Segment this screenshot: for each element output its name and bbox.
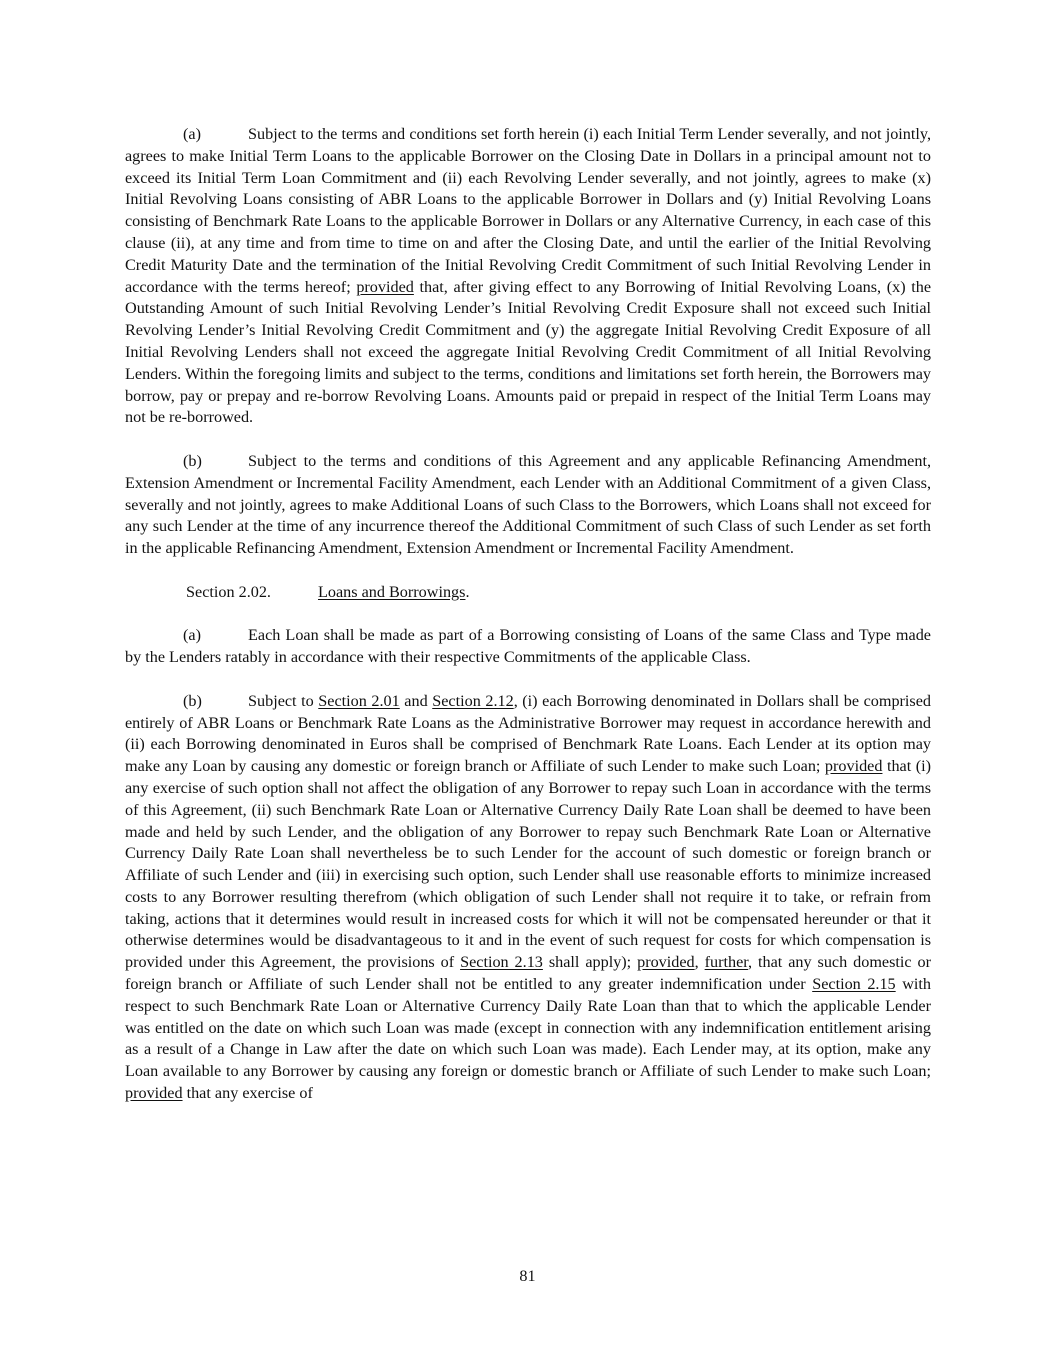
section-reference: Section 2.15 <box>812 975 896 994</box>
paragraph-label: (a) <box>183 626 201 645</box>
paragraph-text: that any exercise of <box>182 1084 313 1103</box>
paragraph-text: shall apply); <box>542 953 638 972</box>
paragraph-text: , <box>694 953 705 972</box>
provided-term: provided <box>637 953 695 972</box>
paragraph-label: (a) <box>183 125 201 143</box>
provided-term: provided <box>125 1084 183 1103</box>
paragraph-2-02-a <box>125 625 931 669</box>
section-number: Section 2.02. <box>186 582 271 601</box>
section-title-period: . <box>465 582 470 601</box>
document-page <box>125 124 931 1105</box>
paragraph-text: Subject to the terms and conditions set forth herein (i) each Initial Term Lender severally, and not jointly, agrees to make Initial Term Loans to the applicable Borrower on the Closing Date in Dollars in a principal amount not to exceed its Initial Term Loan Commitment and (ii) each Revolving Lender severally, and not jointly, agrees to make (x) Initial Revolving Loans consisting of ABR Loans to the applicable Borrower in Dollars and (y) Initial Revolving Loans consisting of Benchmark Rate Loans to the applicable Borrower in Dollars or any Alternative Currency, in each case of this clause (ii), at any time and from time to time on and after the Closing Date, and until the earlier of the Initial Revolving Credit Maturity Date and the termination of the Initial Revolving Credit Commitment of such Initial Revolving Lender in accordance with the terms hereof; <box>125 125 931 296</box>
paragraph-text: and <box>399 691 433 710</box>
paragraph-2-01-b <box>125 451 931 560</box>
paragraph-text: Subject to <box>248 691 319 710</box>
provided-term: provided <box>356 277 414 296</box>
section-reference: Section 2.01 <box>318 691 400 710</box>
page-number: 81 <box>519 1267 536 1285</box>
paragraph-text: that (i) any exercise of such option shall not affect the obligation of any Borrower to repay such Loan in accordance with the terms of this Agreement, (ii) such Benchmark Rate Loan or Alternative Currency Daily Rate Loan shall be deemed to have been made and held by such Lender, and the obligation of any Borrower to repay such Benchmark Rate Loan or Alternative Currency Daily Rate Loan shall nevertheless be to such Lender for the account of such domestic or foreign branch or Affiliate of such Lender and (iii) in exercising such option, such Lender shall use reasonable efforts to minimize increased costs to any Borrower resulting therefrom (which obligation of such Lender shall not require it to take, or refrain from taking, actions that it determines would result in increased costs for which it will not be compensated hereunder or that it otherwise determines would be disadvantageous to it and in the event of such request for costs for which compensation is provided under this Agreement, the provisions of <box>125 757 931 972</box>
paragraph-label: (b) <box>183 451 202 470</box>
provided-term: provided <box>824 757 883 776</box>
further-term: further <box>704 953 749 972</box>
section-title: Loans and Borrowings <box>317 582 466 601</box>
paragraph-2-01-a <box>125 124 931 429</box>
paragraph-2-02-b <box>125 691 931 1105</box>
paragraph-text: Each Loan shall be made as part of a Borrowing consisting of Loans of the same Class and Type made by the Lenders ratably in accordance with their respective Commitments of the applicable Class. <box>125 626 931 667</box>
paragraph-text: , (i) each Borrowing denominated in Dollars shall be comprised entirely of ABR Loans or Benchmark Rate Loans as the Administrative Borrower may request in accordance herewith and (ii) each Borrowing denominated in Euros shall be comprised of Benchmark Rate Loans. Each Lender at its option may make any Loan by causing any domestic or foreign branch or Affiliate of such Lender to make such Loan; <box>125 691 931 776</box>
paragraph-text: , that any such domestic or foreign branch or Affiliate of such Lender shall not be entitled to any greater indemnification under <box>125 953 931 994</box>
paragraph-text: with respect to such Benchmark Rate Loan or Alternative Currency Daily Rate Loan than that to which the applicable Lender was entitled on the date on which such Loan was made (except in connection with any indemnification entitlement arising as a result of a Change in Law after the date on which such Loan was made). Each Lender may, at its option, make any Loan available to any Borrower by causing any foreign or domestic branch or Affiliate of such Lender to make such Loan; <box>125 975 931 1081</box>
paragraph-text: that, after giving effect to any Borrowing of Initial Revolving Loans, (x) the Outstanding Amount of such Initial Revolving Lender’s Initial Revolving Credit Exposure shall not exceed such Initial Revolving Lender’s Initial Revolving Credit Commitment and (y) the aggregate Initial Revolving Credit Exposure of all Initial Revolving Lenders shall not exceed the aggregate Initial Revolving Credit Commitment of all Initial Revolving Lenders. Within the foregoing limits and subject to the terms, conditions and limitations set forth herein, the Borrowers may borrow, pay or prepay and re-borrow Revolving Loans. Amounts paid or prepaid in respect of the Initial Term Loans may not be re-borrowed. <box>125 277 931 427</box>
paragraph-text: Subject to the terms and conditions of this Agreement and any applicable Refinancing Amendment, Extension Amendment or Incremental Facility Amendment, each Lender with an Additional Commitment of a given Class, severally and not jointly, agrees to make Additional Loans of such Class to the Borrowers, which Loans shall not exceed for any such Lender at the time of any incurrence thereof the Additional Commitment of such Class of such Lender as set forth in the applicable Refinancing Amendment, Extension Amendment or Incremental Facility Amendment. <box>125 451 931 558</box>
section-reference: Section 2.12 <box>432 691 514 710</box>
section-reference: Section 2.13 <box>460 953 543 972</box>
section-2-02-heading <box>125 582 931 604</box>
paragraph-label: (b) <box>183 691 202 710</box>
